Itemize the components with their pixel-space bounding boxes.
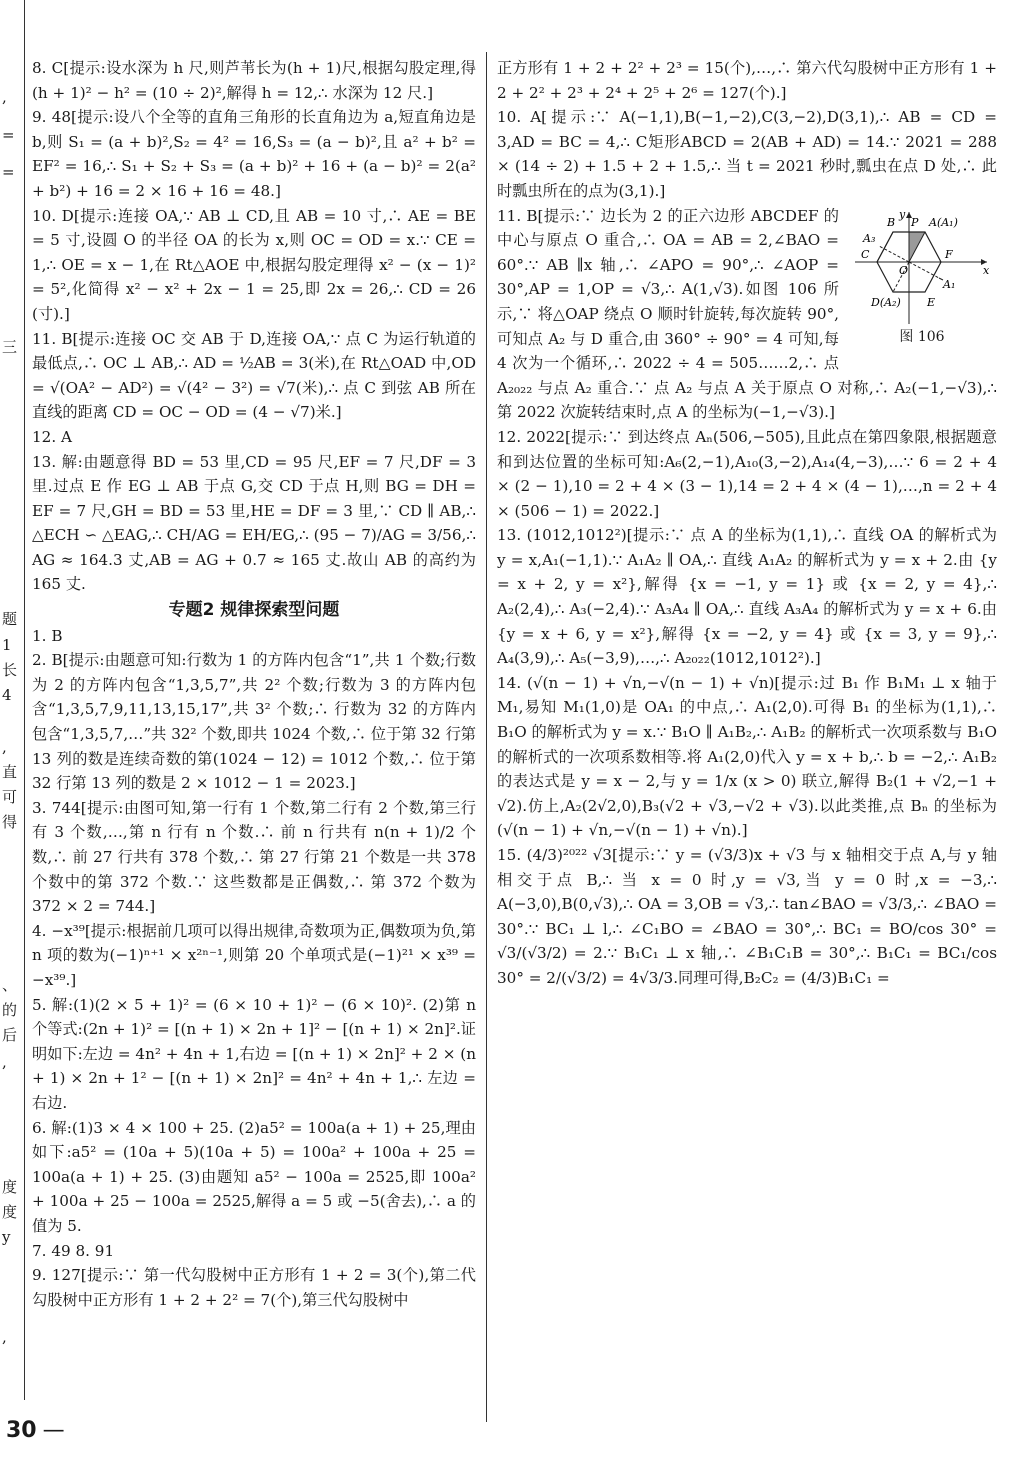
answer-item: 8. C[提示:设水深为 h 尺,则芦苇长为(h + 1)尺,根据勾股定理,得(h + 1)² − h² = (10 ÷ 2)²,解得 h = 12,∴ 水深为 12 尺.] — [32, 59, 476, 102]
label-x: x — [983, 263, 990, 277]
column-divider — [486, 52, 487, 1422]
margin-char: = — [2, 163, 15, 181]
hexagon-figure — [847, 206, 997, 348]
answer-item: 11. B[提示:连接 OC 交 AB 于 D,连接 OA,∵ 点 C 为运行轨道的最低点,∴ OC ⊥ AB,∴ AD = ½AB = 3(米),在 Rt△OAD 中,OD = √(OA² − AD²) = √(4² − 3²) = √7(米),∴ 点 C 到弦 AB 所在直线的距离 CD = OC − OD = (4 − √7)米.] — [32, 329, 476, 422]
label-B: B — [887, 215, 896, 229]
margin-char: 后 — [2, 1026, 18, 1044]
answer-item: 9. 48[提示:设八个全等的直角三角形的长直角边为 a,短直角边是 b,则 S₁ = (a + b)²,S₂ = 4² = 16,S₃ = (a − b)²,且 a² + b² = EF² = 16,∴ S₁ + S₂ + S₃ = (a + b)² + 16 + (a − b)² = 2(a² + b²) + 16 = 2 × 16 + 16 = 48.] — [32, 108, 476, 200]
answer-item: 10. A[提示:∵ A(−1,1),B(−1,−2),C(3,−2),D(3,1),∴ AB = CD = 3,AD = BC = 4,∴ C矩形ABCD = 2(AB + AD) = 14.∵ 2021 = 288 × (14 ÷ 2) + 1.5 + 2 + 1.5,∴ 当 t = 2021 秒时,瓢虫在点 D 处,∴ 此时瓢虫所在的点为(3,1).] — [497, 108, 997, 200]
answer-item: 14. (√(n − 1) + √n,−√(n − 1) + √n)[提示:过 B₁ 作 B₁M₁ ⊥ x 轴于 M₁,易知 M₁(1,0)是 OA₁ 的中点,∴ A₁(2,0).可得 B₁ 的坐标为(1,1),∴ B₁O 的解析式为 y = x.∵ B₁O ∥ A₁B₂,∴ A₁B₂ 的解析式一次项系数与 B₁O 的解析式的一次项系数相等.将 A₁(2,0)代入 y = x + b,∴ b = −2,∴ A₁B₂ 的表达式是 y = x − 2,与 y = 1/x (x > 0) 联立,解得 B₂(1 + √2,−1 + √2).仿上,A₂(2√2,0),B₃(√2 + √3,−√2 + √3).以此类推,点 Bₙ 的坐标为(√(n − 1) + √n,−√(n − 1) + √n).] — [497, 673, 997, 840]
margin-char: , — [2, 738, 7, 756]
margin-char: 题 — [2, 610, 18, 628]
margin-char: 长 — [2, 661, 18, 679]
segment-OA1 — [909, 262, 939, 278]
margin-char: y — [2, 1228, 11, 1246]
margin-char: 度 — [2, 1203, 18, 1221]
answer-item: 9. 127[提示:∵ 第一代勾股树中正方形有 1 + 2 = 3(个),第二代勾股树中正方形有 1 + 2 + 2² = 7(个),第三代勾股树中 — [32, 1266, 476, 1309]
margin-char: 直 — [2, 763, 18, 781]
answer-item: 5. 解:(1)(2 × 5 + 1)² = (6 × 10 + 1)² − (6 × 10)². (2)第 n 个等式:(2n + 1)² = [(n + 1) × 2n + 1]² − [(n + 1) × 2n]².证明如下:左边 = 4n² + 4n + 1,右边 = [(n + 1) × 2n]² + 2 × (n + 1) × 2n + 1² − [(n + 1) × 2n]² = 4n² + 4n + 1,∴ 左边 = 右边. — [32, 995, 476, 1112]
left-column — [32, 56, 476, 1312]
left-margin-strip — [0, 0, 25, 1400]
answer-item: 正方形有 1 + 2 + 2² + 2³ = 15(个),…,∴ 第六代勾股树中正方形有 1 + 2 + 2² + 2³ + 2⁴ + 2⁵ + 2⁶ = 127(个).] — [497, 59, 997, 102]
margin-char: , — [2, 1328, 7, 1346]
label-A: A(A₁) — [929, 215, 958, 229]
label-P: P — [911, 215, 919, 229]
label-E: E — [927, 295, 936, 309]
answer-item: 4. −x³⁹[提示:根据前几项可以得出规律,奇数项为正,偶数项为负,第 n 项的数为(−1)ⁿ⁺¹ × x²ⁿ⁻¹,则第 20 个单项式是(−1)²¹ × x³⁹ = −x³⁹.] — [32, 921, 476, 989]
margin-char: 、 — [2, 976, 18, 994]
label-A3: A₃ — [863, 231, 876, 245]
label-C: C — [861, 247, 870, 261]
page-number-value: 30 — [6, 1418, 37, 1443]
margin-char: 可 — [2, 788, 18, 806]
label-A1: A₁ — [943, 277, 956, 291]
margin-char: 4 — [2, 686, 12, 704]
answer-item: 3. 744[提示:由图可知,第一行有 1 个数,第二行有 2 个数,第三行有 3 个数,…,第 n 行有 n 个数.∴ 前 n 行共有 n(n + 1)/2 个数,∴ 前 27 行共有 378 个数,∴ 第 27 行第 21 个数是一共 378 个数中的第 372 个数.∵ 这些数都是正偶数,∴ 第 372 个数为 372 × 2 = 744.] — [32, 798, 476, 916]
label-D: D(A₂) — [871, 295, 901, 309]
margin-char: 度 — [2, 1178, 18, 1196]
figure-caption: 图 106 — [899, 328, 945, 345]
answer-item: 10. D[提示:连接 OA,∵ AB ⊥ CD,且 AB = 10 寸,∴ AE = BE = 5 寸,设圆 O 的半径 OA 的长为 x,则 OC = OD = x.∵ CE = 1,∴ OE = x − 1,在 Rt△AOE 中,根据勾股定理得 x² − (x − 1)² = 5²,化简得 x² − x² + 2x − 1 = 25,即 2x = 26,∴ CD = 26 (寸).] — [32, 206, 476, 323]
answer-item: 11. B[提示:∵ 边长为 2 的正六边形 ABCDEF 的中心与原点 O 重合,∴ OA = AB = 2,∠BAO = 60°.∵ AB ∥x 轴,∴ ∠APO = 90°,∴ ∠AOP = 30°,AP = 1,OP = √3,∴ A(1,√3).如图 106 所示,∵ 将△OAP 绕点 O 顺时针旋转,每次旋转 90°,可知点 A₂ 与 D 重合,由 360° ÷ 90° = 4 可知,每 4 次为一个循环,∴ 2022 ÷ 4 = 505……2,∴ 点 A₂₀₂₂ 与点 A₂ 重合.∵ 点 A₂ 与点 A 关于原点 O 对称,∴ A₂(−1,−√3),∴ 第 2022 次旋转结束时,点 A 的坐标为(−1,−√3).] — [497, 206, 997, 422]
answer-item: 13. 解:由题意得 BD = 53 里,CD = 95 尺,EF = 7 尺,DF = 3 里.过点 E 作 EG ⊥ AB 于点 G,交 CD 于点 H,则 BG = DH = EF = 7 尺,GH = BD = 53 里,HE = DF = 3 里,∵ CD ∥ AB,∴ △ECH ∽ △EAG,∴ CH/AG = EH/EG,∴ (95 − 7)/AG = 3/56,∴ AG ≈ 164.3 丈,AB = AG + 0.7 ≈ 165 丈.故山 AB 的高约为 165 丈. — [32, 452, 476, 594]
margin-char: 的 — [2, 1001, 18, 1019]
margin-char: 1 — [2, 636, 12, 654]
answer-item: 15. (4/3)²⁰²² √3[提示:∵ y = (√3/3)x + √3 与 x 轴相交于点 A,与 y 轴相交于点 B,∴ 当 x = 0 时,y = √3,当 y = 0 时,x = −3,∴ A(−3,0),B(0,√3),∴ OA = 3,OB = √3,∴ tan∠BAO = √3/3,∴ ∠BAO = 30°.∵ BC₁ ⊥ l,∴ ∠C₁BO = ∠BAO = 30°,∴ BC₁ = BO/cos 30° = √3/(√3/2) = 2.∵ B₁C₁ ⊥ x 轴,∴ ∠B₁C₁B = 30°,∴ B₁C₁ = BC₁/cos 30° = 2/(√3/2) = 4√3/3.同理可得,B₂C₂ = (4/3)B₁C₁ = — [497, 846, 997, 987]
answer-item: 12. A — [32, 427, 72, 446]
margin-char: = — [2, 126, 15, 144]
hexagon-diagram — [847, 206, 997, 328]
margin-char: 三 — [2, 338, 18, 356]
answer-item: 2. B[提示:由题意可知:行数为 1 的方阵内包含“1”,共 1 个数;行数为 2 的方阵内包含“1,3,5,7”,共 2² 个数;行数为 3 的方阵内包含“1,3,5,7,9,11,13,15,17”,共 3² 个数;∴ 行数为 32 的方阵内包含“1,3,5,7,…”共 32² 个数,即共 1024 个数,∴ 位于第 32 行第 13 列的数是连续奇数的第(1024 − 12) = 1012 个数,∴ 位于第 32 行第 13 列的数是 2 × 1012 − 1 = 2023.] — [32, 651, 476, 793]
answer-item: 7. 49 8. 91 — [32, 1241, 115, 1260]
page-number-dash: — — [42, 1418, 65, 1443]
answer-item: 13. (1012,1012²)[提示:∵ 点 A 的坐标为(1,1),∴ 直线 OA 的解析式为 y = x,A₁(−1,1).∵ A₁A₂ ∥ OA,∴ 直线 A₁A₂ 的解析式为 y = x + 2.由 {y = x + 2, y = x²},解得 {x = −1, y = 1} 或 {x = 2, y = 4},∴ A₂(2,4),∴ A₃(−2,4).∵ A₃A₄ ∥ OA,∴ 直线 A₃A₄ 的解析式为 y = x + 6.由 {y = x + 6, y = x²},解得 {x = −2, y = 4} 或 {x = 3, y = 9},∴ A₄(3,9),∴ A₅(−3,9),…,∴ A₂₀₂₂(1012,1012²).] — [497, 526, 997, 668]
page-number — [6, 1418, 65, 1443]
label-y: y — [899, 207, 906, 221]
label-F: F — [945, 247, 953, 261]
margin-char: , — [2, 88, 7, 106]
answer-item: 1. B — [32, 626, 63, 645]
margin-char: 得 — [2, 813, 18, 831]
section-title: 专题2 规律探索型问题 — [168, 600, 340, 621]
edge-BC — [877, 232, 893, 262]
margin-char: , — [2, 1053, 7, 1071]
segment-OA3 — [879, 246, 909, 262]
label-O: O — [899, 263, 909, 277]
answer-item: 12. 2022[提示:∵ 到达终点 Aₙ(506,−505),且此点在第四象限,根据题意和到达位置的坐标可知:A₆(2,−1),A₁₀(3,−2),A₁₄(4,−3),…∵ 6 = 2 + 4 × (2 − 1),10 = 2 + 4 × (3 − 1),14 = 2 + 4 × (4 − 1),…,n = 2 + 4 × (506 − 1) = 2022.] — [497, 427, 997, 520]
answer-item: 6. 解:(1)3 × 4 × 100 + 25. (2)a5² = 100a(a + 1) + 25,理由如下:a5² = (10a + 5)(10a + 5) = 100a² + 100a + 25 = 100a(a + 1) + 25. (3)由题知 a5² − 100a = 2525,即 100a² + 100a + 25 − 100a = 2525,解得 a = 5 或 −5(舍去),∴ a 的值为 5. — [32, 1118, 476, 1235]
right-column — [497, 56, 997, 991]
